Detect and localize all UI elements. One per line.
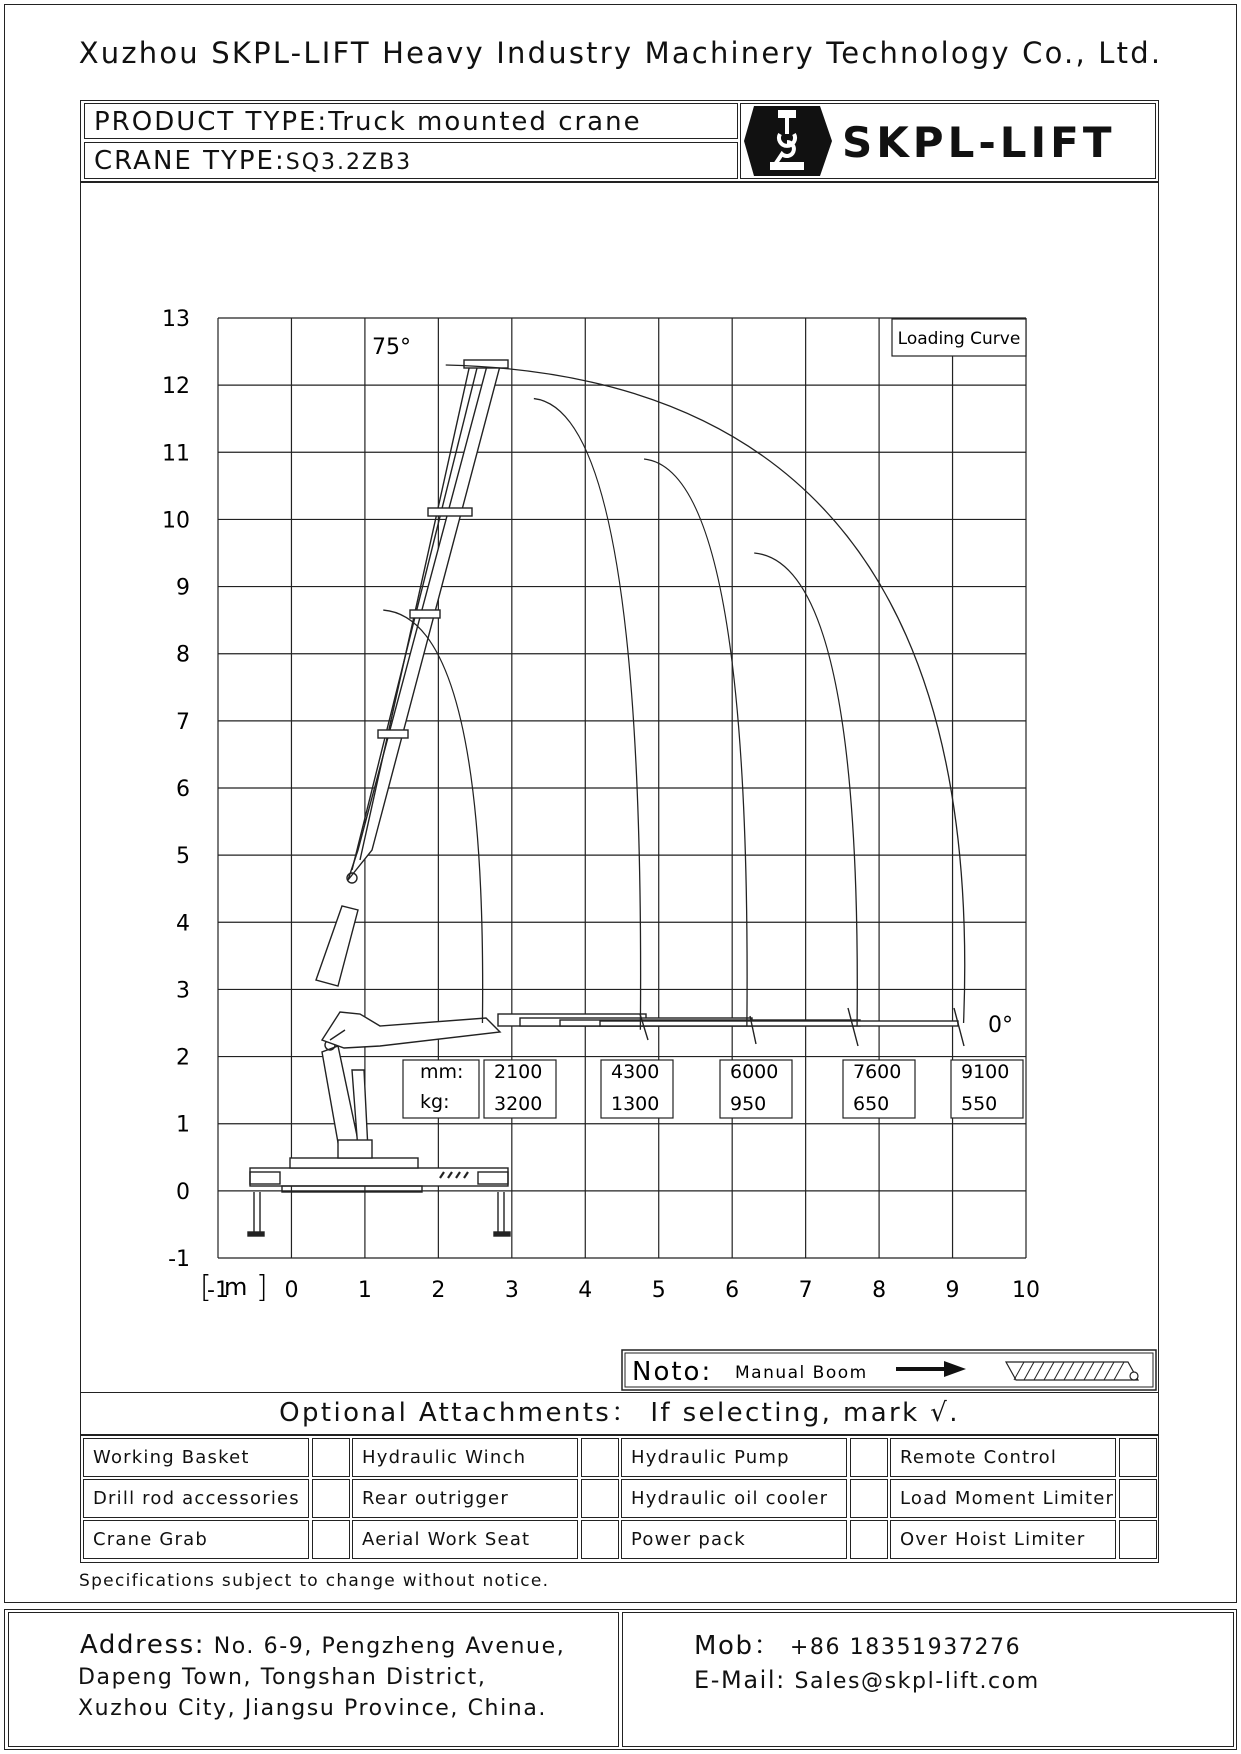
attachment-label: Rear outrigger (352, 1479, 578, 1518)
x-tick-label: 5 (651, 1278, 666, 1303)
company-name: Xuzhou SKPL-LIFT Heavy Industry Machinery Technology Co., Ltd. (78, 36, 1163, 70)
attachment-checkbox[interactable] (581, 1520, 619, 1559)
x-tick-label: 1 (357, 1278, 372, 1303)
y-tick-label: 9 (176, 575, 190, 601)
manual-boom-symbol-icon (1006, 1362, 1138, 1380)
attachment-label: Hydraulic oil cooler (621, 1479, 847, 1518)
address-line3: Xuzhou City, Jiangsu Province, China. (78, 1696, 548, 1721)
x-tick-label: 0 (284, 1278, 299, 1303)
x-tick-label: 6 (725, 1278, 740, 1303)
attachment-checkbox[interactable] (1119, 1438, 1157, 1477)
y-tick-label: 13 (162, 307, 190, 332)
y-tick-label: 6 (176, 777, 190, 802)
attachment-label: Hydraulic Pump (621, 1438, 847, 1477)
load-radius-value: 2100 (494, 1061, 543, 1083)
spec-notice: Specifications subject to change without notice. (79, 1571, 550, 1591)
contact-block (694, 1630, 1040, 1698)
attachment-checkbox[interactable] (1119, 1479, 1157, 1518)
x-tick-label: 8 (872, 1278, 887, 1303)
load-kg-value: 650 (853, 1093, 890, 1115)
y-tick-label: -1 (168, 1247, 190, 1272)
angle-75-label: 75° (372, 335, 411, 360)
logo-text: SKPL-LIFT (842, 118, 1116, 167)
y-tick-label: 0 (176, 1179, 190, 1205)
load-kg-value: 3200 (494, 1093, 543, 1115)
y-tick-label: 11 (162, 441, 190, 467)
crane-type-label: CRANE TYPE: (94, 146, 286, 176)
x-tick-label: 3 (504, 1278, 519, 1303)
attachment-checkbox[interactable] (312, 1438, 350, 1477)
y-tick-label: 5 (176, 844, 190, 870)
axis-unit-bracket-right: ] (256, 1270, 268, 1305)
attachment-checkbox[interactable] (581, 1438, 619, 1477)
product-type-value: Truck mounted crane (328, 107, 642, 137)
y-tick-label: 10 (162, 508, 190, 534)
arrow-right-icon (896, 1361, 966, 1377)
attachment-checkbox[interactable] (312, 1520, 350, 1559)
axis-ticks (162, 307, 1040, 1303)
attachment-label: Working Basket (83, 1438, 309, 1477)
address-line2: Dapeng Town, Tongshan District, (78, 1665, 487, 1690)
attachment-checkbox[interactable] (312, 1479, 350, 1518)
y-tick-label: 3 (176, 978, 190, 1004)
address-block (80, 1630, 565, 1724)
x-tick-label: 10 (1012, 1278, 1040, 1303)
load-table-row-label: kg: (420, 1091, 450, 1113)
x-tick-label: 2 (431, 1278, 446, 1303)
load-curve (383, 610, 482, 1023)
attachment-checkbox[interactable] (850, 1479, 888, 1518)
attachment-label: Remote Control (890, 1438, 1116, 1477)
load-curve (534, 399, 641, 1030)
attachment-label: Power pack (621, 1520, 847, 1559)
crane-type-value: SQ3.2ZB3 (285, 150, 413, 175)
email-value[interactable]: Sales@skpl-lift.com (785, 1669, 1040, 1694)
x-tick-label: 9 (945, 1278, 960, 1303)
axis-unit-bracket-left: [ (200, 1270, 212, 1305)
attachment-label: Load Moment Limiter (890, 1479, 1116, 1518)
legend-manual-boom: Manual Boom (735, 1363, 868, 1383)
y-tick-label: 1 (176, 1112, 190, 1138)
y-tick-label: 12 (162, 374, 190, 400)
attachment-checkbox[interactable] (581, 1479, 619, 1518)
load-kg-value: 550 (961, 1093, 998, 1115)
axis-unit-label: m (224, 1273, 248, 1301)
attachment-label: Drill rod accessories (83, 1479, 309, 1518)
angle-0-label: 0° (988, 1013, 1013, 1038)
attachment-label: Aerial Work Seat (352, 1520, 578, 1559)
attachment-label: Hydraulic Winch (352, 1438, 578, 1477)
address-line1: No. 6-9, Pengzheng Avenue, (205, 1634, 566, 1659)
attachment-checkbox[interactable] (1119, 1520, 1157, 1559)
load-table-row-label: mm: (420, 1061, 464, 1083)
attachments-title: Optional Attachments： If selecting, mark √. (279, 1398, 960, 1428)
mob-value[interactable]: +86 18351937276 (781, 1635, 1022, 1660)
attachment-label: Crane Grab (83, 1520, 309, 1559)
y-tick-label: 7 (176, 709, 190, 735)
y-tick-label: 8 (176, 642, 190, 668)
email-label: E-Mail: (694, 1666, 786, 1694)
load-kg-value: 1300 (611, 1093, 660, 1115)
load-radius-value: 7600 (853, 1061, 902, 1083)
load-curve (446, 365, 965, 1023)
y-tick-label: 4 (176, 911, 190, 937)
x-tick-label: 7 (798, 1278, 813, 1303)
load-kg-value: 950 (730, 1093, 767, 1115)
address-label: Address: (80, 1630, 206, 1660)
mob-label: Mob： (694, 1631, 782, 1661)
chart-title: Loading Curve (897, 329, 1021, 349)
y-tick-label: 2 (176, 1045, 190, 1071)
load-table (403, 1060, 1023, 1118)
load-radius-value: 9100 (961, 1061, 1010, 1083)
attachment-checkbox[interactable] (850, 1438, 888, 1477)
attachment-label: Over Hoist Limiter (890, 1520, 1116, 1559)
legend-label: Noto: (632, 1357, 713, 1387)
x-tick-label: -1 (207, 1278, 229, 1303)
load-radius-value: 6000 (730, 1061, 779, 1083)
load-radius-value: 4300 (611, 1061, 660, 1083)
product-type-label: PRODUCT TYPE: (94, 107, 329, 137)
attachment-checkbox[interactable] (850, 1520, 888, 1559)
x-tick-label: 4 (578, 1278, 593, 1303)
